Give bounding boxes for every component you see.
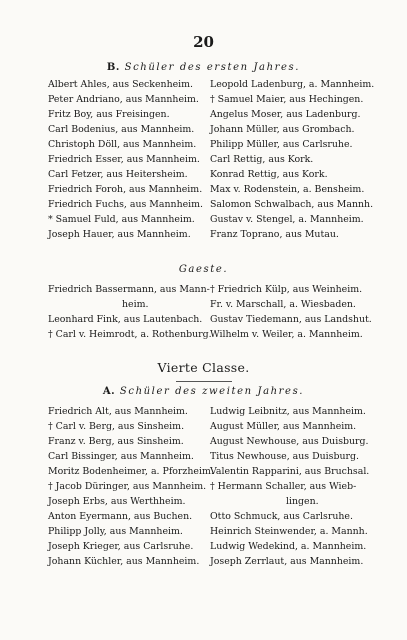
list-item: † Carl v. Heimrodt, a. Rothenburg. — [48, 329, 212, 340]
list-item: Philipp Jolly, aus Mannheim. — [48, 526, 183, 537]
section-a-left-column — [48, 404, 214, 569]
list-item: Anton Eyermann, aus Buchen. — [48, 511, 193, 522]
list-item: Ludwig Leibnitz, aus Mannheim. — [210, 406, 366, 417]
section-a-heading — [0, 386, 407, 397]
list-item: * Samuel Fuld, aus Mannheim. — [48, 214, 195, 225]
list-item: Johann Müller, aus Grombach. — [210, 124, 355, 135]
list-item: Franz v. Berg, aus Sinsheim. — [48, 436, 184, 447]
list-item: Friedrich Esser, aus Mannheim. — [48, 154, 200, 165]
list-item: Friedrich Alt, aus Mannheim. — [48, 406, 188, 417]
section-b-letter: B. — [106, 62, 120, 73]
list-item: Friedrich Foroh, aus Mannheim. — [48, 184, 203, 195]
list-item: Carl Bodenius, aus Mannheim. — [48, 124, 195, 135]
section-b-heading — [0, 62, 407, 73]
list-item: Moritz Bodenheimer, a. Pforzheim. — [48, 466, 214, 477]
list-item: Carl Rettig, aus Kork. — [210, 154, 314, 165]
list-item-continuation: heim. — [122, 299, 149, 310]
gaeste-left-column — [48, 282, 212, 342]
section-b-right-column — [210, 77, 382, 242]
page-number: 20 — [193, 33, 214, 51]
list-item: Friedrich Bassermann, aus Mann- — [48, 284, 210, 295]
list-item: Wilhelm v. Weiler, a. Mannheim. — [210, 329, 363, 340]
list-item: Otto Schmuck, aus Carlsruhe. — [210, 511, 353, 522]
list-item: † Friedrich Külp, aus Weinheim. — [210, 284, 363, 295]
gaeste-title: Gaeste. — [178, 264, 229, 275]
list-item: Titus Newhouse, aus Duisburg. — [210, 451, 359, 462]
divider-rule — [176, 381, 232, 382]
list-item: Joseph Erbs, aus Werthheim. — [48, 496, 186, 507]
list-item: Franz Toprano, aus Mutau. — [210, 229, 339, 240]
list-item: † Jacob Düringer, aus Mannheim. — [48, 481, 207, 492]
list-item: Albert Ahles, aus Seckenheim. — [48, 79, 194, 90]
list-item-continuation: lingen. — [286, 496, 319, 507]
list-item: Gustav v. Stengel, a. Mannheim. — [210, 214, 364, 225]
section-b-left-column — [48, 77, 208, 242]
list-item: Fr. v. Marschall, a. Wiesbaden. — [210, 299, 356, 310]
list-item: Johann Küchler, aus Mannheim. — [48, 556, 200, 567]
list-item: Ludwig Wedekind, a. Mannheim. — [210, 541, 367, 552]
list-item: Fritz Boy, aus Freisingen. — [48, 109, 170, 120]
list-item: Peter Andriano, aus Mannheim. — [48, 94, 199, 105]
list-item: Leopold Ladenburg, a. Mannheim. — [210, 79, 375, 90]
list-item: Angelus Moser, aus Ladenburg. — [210, 109, 361, 120]
section-a-title: Schüler des zweiten Jahres. — [119, 386, 305, 397]
list-item: Friedrich Fuchs, aus Mannheim. — [48, 199, 204, 210]
section-b-title: Schüler des ersten Jahres. — [124, 62, 301, 73]
list-item: Leonhard Fink, aus Lautenbach. — [48, 314, 203, 325]
list-item: † Carl v. Berg, aus Sinsheim. — [48, 421, 185, 432]
list-item: † Hermann Schaller, aus Wieb- — [210, 481, 357, 492]
list-item: August Newhouse, aus Duisburg. — [210, 436, 369, 447]
list-item: Max v. Rodenstein, a. Bensheim. — [210, 184, 365, 195]
list-item: Christoph Döll, aus Mannheim. — [48, 139, 197, 150]
list-item: Heinrich Steinwender, a. Mannh. — [210, 526, 368, 537]
section-a-letter: A. — [102, 386, 116, 397]
list-item: Konrad Rettig, aus Kork. — [210, 169, 328, 180]
list-item: Salomon Schwalbach, aus Mannh. — [210, 199, 374, 210]
gaeste-right-column — [210, 282, 382, 342]
list-item: Valentin Rapparini, aus Bruchsal. — [210, 466, 370, 477]
list-item: Gustav Tiedemann, aus Landshut. — [210, 314, 372, 325]
list-item: Carl Fetzer, aus Heitersheim. — [48, 169, 188, 180]
list-item: Joseph Hauer, aus Mannheim. — [48, 229, 191, 240]
section-a-right-column — [210, 404, 382, 569]
list-item: † Samuel Maier, aus Hechingen. — [210, 94, 364, 105]
list-item: Joseph Krieger, aus Carlsruhe. — [48, 541, 194, 552]
list-item: Joseph Zerrlaut, aus Mannheim. — [210, 556, 364, 567]
list-item: August Müller, aus Mannheim. — [210, 421, 357, 432]
vierte-classe-heading: Vierte Classe. — [157, 360, 250, 375]
list-item: Carl Bissinger, aus Mannheim. — [48, 451, 194, 462]
gaeste-heading — [0, 264, 407, 275]
list-item: Philipp Müller, aus Carlsruhe. — [210, 139, 353, 150]
